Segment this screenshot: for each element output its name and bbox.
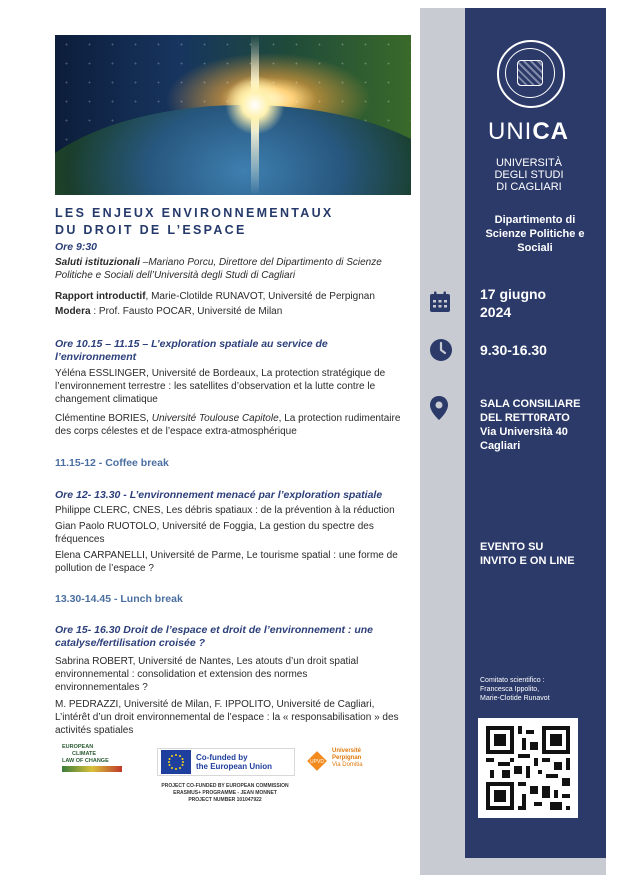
modera-text: : Prof. Fausto POCAR, Université de Milan — [90, 306, 283, 317]
date-line1: 17 giugno — [480, 286, 547, 302]
project-line1: PROJECT CO-FUNDED BY EUROPEAN COMMISSION — [161, 783, 289, 789]
venue-line4: Cagliari — [480, 440, 521, 452]
talk2-university: Université Toulouse Capitole — [151, 413, 279, 424]
event-access — [480, 540, 575, 568]
session3-heading: Ore 15- 16.30 Droit de l’espace et droit de l’environnement : une catalyse/fertilisation croisée ? — [55, 624, 374, 649]
uni-line3: DI CAGLIARI — [496, 181, 562, 193]
session1-heading: Ore 10.15 – 11.15 – L’exploration spatiale au service de l’environnement — [55, 338, 328, 363]
rapport-text: , Marie-Clotilde RUNAVOT, Université de Perpignan — [145, 291, 375, 302]
session2-talk2: Gian Paolo RUOTOLO, Université de Foggia, La gestion du spectre des fréquences — [55, 521, 374, 545]
unica-logo — [488, 118, 569, 146]
venue — [480, 397, 580, 453]
clock-icon — [429, 338, 453, 367]
qr-code-graphic — [478, 718, 578, 818]
venue-line2: DEL RETT0RATO — [480, 412, 570, 424]
opening-rapport — [55, 290, 400, 303]
venue-line3: Via Università 40 — [480, 426, 568, 438]
ecl-line1: EUROPEAN — [62, 744, 94, 750]
coffee-break: 11.15-12 - Coffee break — [55, 457, 169, 469]
session3-talk1: Sabrina ROBERT, Université de Nantes, Les atouts d’un droit spatial environnemental : consolidation et extension des normes environnementales ? — [55, 656, 359, 693]
project-line2: ERASMUS+ PROGRAMME - JEAN MONNET — [173, 790, 277, 796]
modera-label: Modera — [55, 306, 91, 317]
hero-sun-glow — [225, 75, 285, 135]
upvd-diamond-icon — [306, 750, 328, 772]
comitato-line3: Marie-Clotide Runavot — [480, 695, 550, 702]
saluti-label: Saluti istituzionali — [55, 257, 141, 268]
eu-flag-icon — [161, 750, 191, 774]
university-seal-icon — [497, 40, 565, 108]
date-line2: 2024 — [480, 304, 512, 320]
session2-talk1: Philippe CLERC, CNES, Les débris spatiaux : de la prévention à la réduction — [55, 505, 395, 516]
lunch-break: 13.30-14.45 - Lunch break — [55, 593, 183, 605]
comitato-line2: Francesca Ippolito, — [480, 686, 540, 693]
session1-talk2 — [55, 412, 410, 438]
upvd-line2: Perpignan — [332, 755, 362, 761]
evento-line2: INVITO E ON LINE — [480, 555, 575, 567]
ecl-line3: LAW OF CHANGE — [62, 758, 109, 764]
svg-text:UPVD: UPVD — [310, 759, 324, 765]
event-title-line1: LES ENJEUX ENVIRONNEMENTAUX — [55, 206, 334, 220]
session3-talk2: M. PEDRAZZI, Université de Milan, F. IPPOLITO, Université de Cagliari, L’intérêt d’un droit environnemental de l’espace : la « responsabilisation » des activités spatiales — [55, 699, 399, 736]
upvd-line3: Via Domitia — [332, 762, 363, 768]
session2-talk3: Elena CARPANELLI, Université de Parme, Le tourisme spatial : une forme de pollution de l’espace ? — [55, 550, 398, 574]
opening-modera — [55, 305, 400, 318]
qr-code[interactable] — [478, 718, 578, 818]
calendar-icon — [428, 290, 452, 319]
unica-logo-b: CA — [532, 118, 570, 145]
saluti-text: –Mariano Porcu, Direttore del Dipartimento di Scienze Politiche e Sociali dell’Università degli Studi di Cagliari — [55, 257, 382, 281]
talk2-speaker: Clémentine BORIES, — [55, 413, 152, 424]
location-pin-icon — [429, 395, 449, 426]
uni-line1: UNIVERSITÀ — [495, 157, 562, 169]
scientific-committee — [480, 676, 550, 703]
event-time: 9.30-16.30 — [480, 342, 547, 358]
university-name — [484, 157, 574, 193]
opening-saluti — [55, 256, 400, 282]
comitato-line1: Comitato scientifico : — [480, 677, 545, 684]
hero-image — [55, 35, 411, 195]
event-date — [480, 285, 546, 321]
session1-talk1: Yéléna ESSLINGER, Université de Bordeaux, La protection stratégique de l’environnement terrestre : les satellites d’observation et la lutte contre le changement climatique — [55, 368, 386, 405]
opening-time: Ore 9:30 — [55, 241, 98, 253]
talk2-title: , La protection rudimentaire des corps célestes et de l’espace extra-atmosphérique — [55, 413, 401, 437]
uni-line2: DEGLI STUDI — [494, 169, 564, 181]
eu-cofunded-logo — [157, 748, 295, 776]
unica-logo-a: UNI — [488, 118, 533, 145]
upvd-logo — [306, 748, 386, 776]
eu-line2: the European Union — [196, 762, 272, 771]
evento-line1: EVENTO SU — [480, 541, 544, 553]
project-line3: PROJECT NUMBER 101047922 — [188, 797, 262, 803]
upvd-line1: Université — [332, 748, 362, 754]
session2-heading: Ore 12- 13.30 - L’environnement menacé par l’exploration spatiale — [55, 489, 383, 501]
project-info — [150, 783, 300, 804]
event-title-line2: DU DROIT DE L’ESPACE — [55, 223, 247, 237]
event-title — [55, 205, 415, 239]
ecl-line2: CLIMATE — [72, 751, 97, 757]
venue-line1: SALA CONSILIARE — [480, 398, 581, 410]
rapport-label: Rapport introductif — [55, 291, 146, 302]
department-name: Dipartimento di Scienze Politiche e Sociali — [485, 214, 585, 254]
eu-line1: Co-funded by — [196, 753, 248, 762]
ecl-logo — [62, 744, 132, 784]
